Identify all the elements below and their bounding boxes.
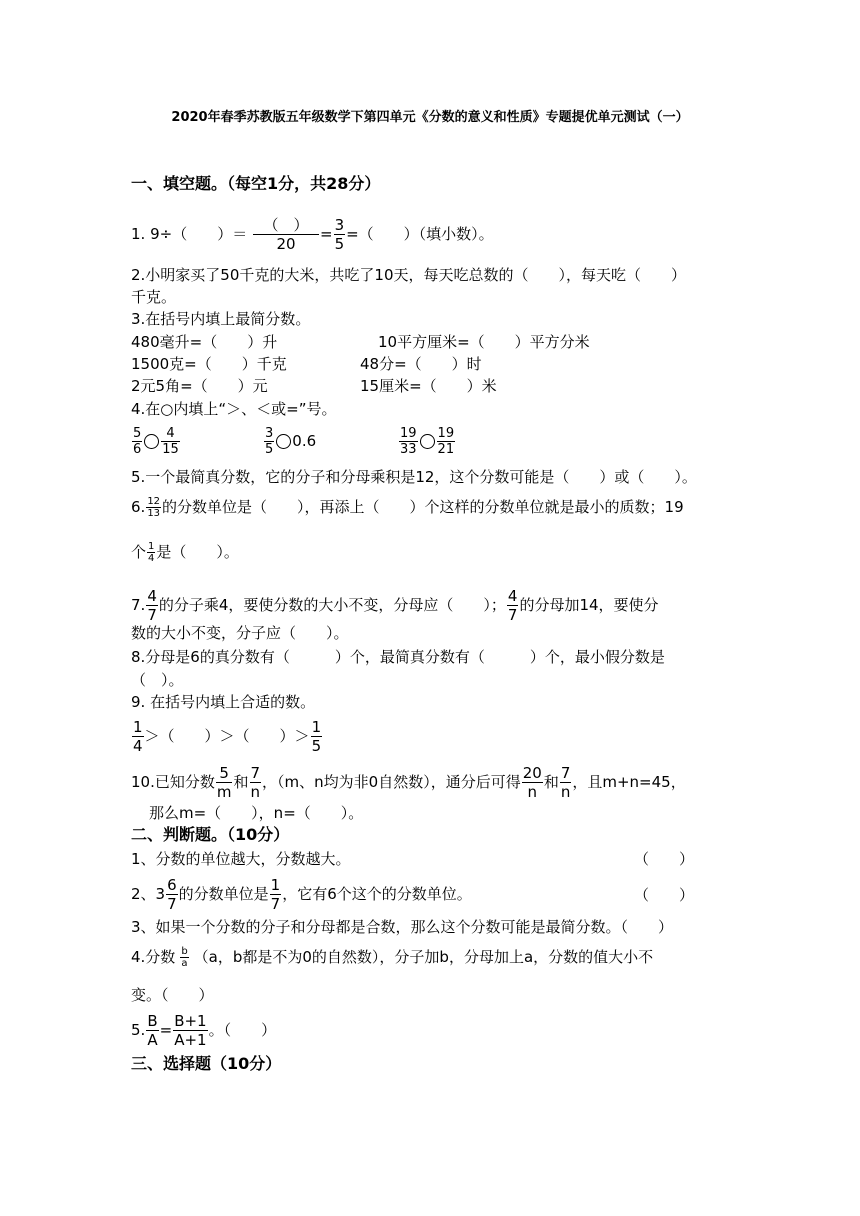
judge-2: 2、3 $\frac{6}{7}$ 的分数单位是 $\frac{1}{7}$ ，它有6个这个的分数单位。 [131, 876, 472, 913]
section-choice-heading: 三、选择题（10分） [131, 1054, 282, 1073]
judge-4-line-2: 变。（ ） [131, 986, 214, 1004]
compare-circle[interactable] [420, 434, 435, 449]
question-7-line-2: 数的大小不变，分子应（ ）。 [131, 624, 349, 642]
q1-fraction-blank: （ ） 20 [253, 216, 319, 253]
question-8-line-1: 8.分母是6的真分数有（ ）个，最简真分数有（ ）个，最小假分数是 [131, 648, 665, 666]
q3-row-3-left: 2元5角=（ ）元 [131, 377, 268, 395]
compare-circle[interactable] [276, 434, 291, 449]
q4-item-a: $\frac{5}{6}$ $\frac{4}{15}$ [133, 426, 179, 457]
question-2-line-1: 2.小明家买了50千克的大米，共吃了10天，每天吃总数的（ ），每天吃（ ） [131, 266, 686, 284]
question-1: 1. 9÷（ ）＝ （ ） 20 = $\frac{3}{5}$ =（ ）（填小数）。 [131, 216, 494, 253]
q3-row-1-right: 10平方厘米=（ ）平方分米 [378, 333, 590, 351]
question-2-line-2: 千克。 [131, 288, 177, 306]
q3-row-3-right: 15厘米=（ ）米 [360, 377, 497, 395]
q1-text: 1. 9÷（ ）＝ [131, 225, 248, 243]
question-6-line-1: 6. $\frac{12}{13}$ 的分数单位是（ ），再添上（ ）个这样的分数单位就是最小的质数；19 [131, 496, 684, 519]
question-4-heading: 4.在○内填上“＞、＜或=”号。 [131, 400, 337, 418]
q4-item-b: $\frac{3}{5}$ 0.6 [265, 426, 317, 457]
question-3-heading: 3.在括号内填上最简分数。 [131, 310, 311, 328]
q3-row-2-left: 1500克=（ ）千克 [131, 355, 287, 373]
question-8-line-2: （ ）。 [131, 671, 184, 689]
question-5: 5.一个最简真分数，它的分子和分母乘积是12，这个分数可能是（ ）或（ ）。 [131, 468, 697, 486]
judge-5: 5. $\frac{B}{A}$ = $\frac{B+1}{A+1}$ 。（ ） [131, 1012, 277, 1049]
judge-1-paren: （ ） [634, 850, 695, 868]
section-fill-in-heading: 一、填空题。（每空1分，共28分） [131, 174, 381, 193]
judge-3: 3、如果一个分数的分子和分母都是合数，那么这个分数可能是最简分数。（ ） [131, 918, 674, 936]
q1-fraction: $\frac{3}{5}$ [334, 216, 345, 253]
q3-row-1-left: 480毫升=（ ）升 [131, 333, 278, 351]
question-9-inequality: $\frac{1}{4}$ ＞（ ）＞（ ）＞ $\frac{1}{5}$ [133, 718, 322, 755]
q1-tail: =（ ）（填小数）。 [346, 225, 494, 243]
judge-1: 1、分数的单位越大，分数越大。 [131, 850, 351, 868]
question-6-line-2: 个 $\frac{1}{4}$ 是（ ）。 [131, 541, 239, 564]
question-10-line-1: 10.已知分数 $\frac{5}{m}$ 和 $\frac{7}{n}$ ，（m、n均为非0自然数），通分后可得 $\frac{20}{n}$ 和 $\frac{7}{n}$ ，且m+n=45， [131, 764, 686, 801]
question-9-heading: 9. 在括号内填上合适的数。 [131, 693, 316, 711]
question-7-line-1: 7. $\frac{4}{7}$ 的分子乘4，要使分数的大小不变，分母应（ ）； $\frac{4}{7}$ 的分母加14，要使分 [131, 587, 659, 624]
question-10-line-2: 那么m=（ ），n=（ ）。 [149, 804, 364, 822]
judge-4-line-1: 4.分数 $\frac{b}{a}$ （a，b都是不为0的自然数），分子加b，分母加上a，分数的值大小不 [131, 946, 654, 969]
page-title: 2020年春季苏教版五年级数学下第四单元《分数的意义和性质》专题提优单元测试（一） [171, 110, 689, 125]
compare-circle[interactable] [144, 434, 159, 449]
q4-item-c: $\frac{19}{33}$ $\frac{19}{21}$ [400, 426, 455, 457]
q3-row-2-right: 48分=（ ）时 [360, 355, 482, 373]
section-judge-heading: 二、判断题。（10分） [131, 825, 290, 844]
judge-2-paren: （ ） [634, 886, 695, 904]
